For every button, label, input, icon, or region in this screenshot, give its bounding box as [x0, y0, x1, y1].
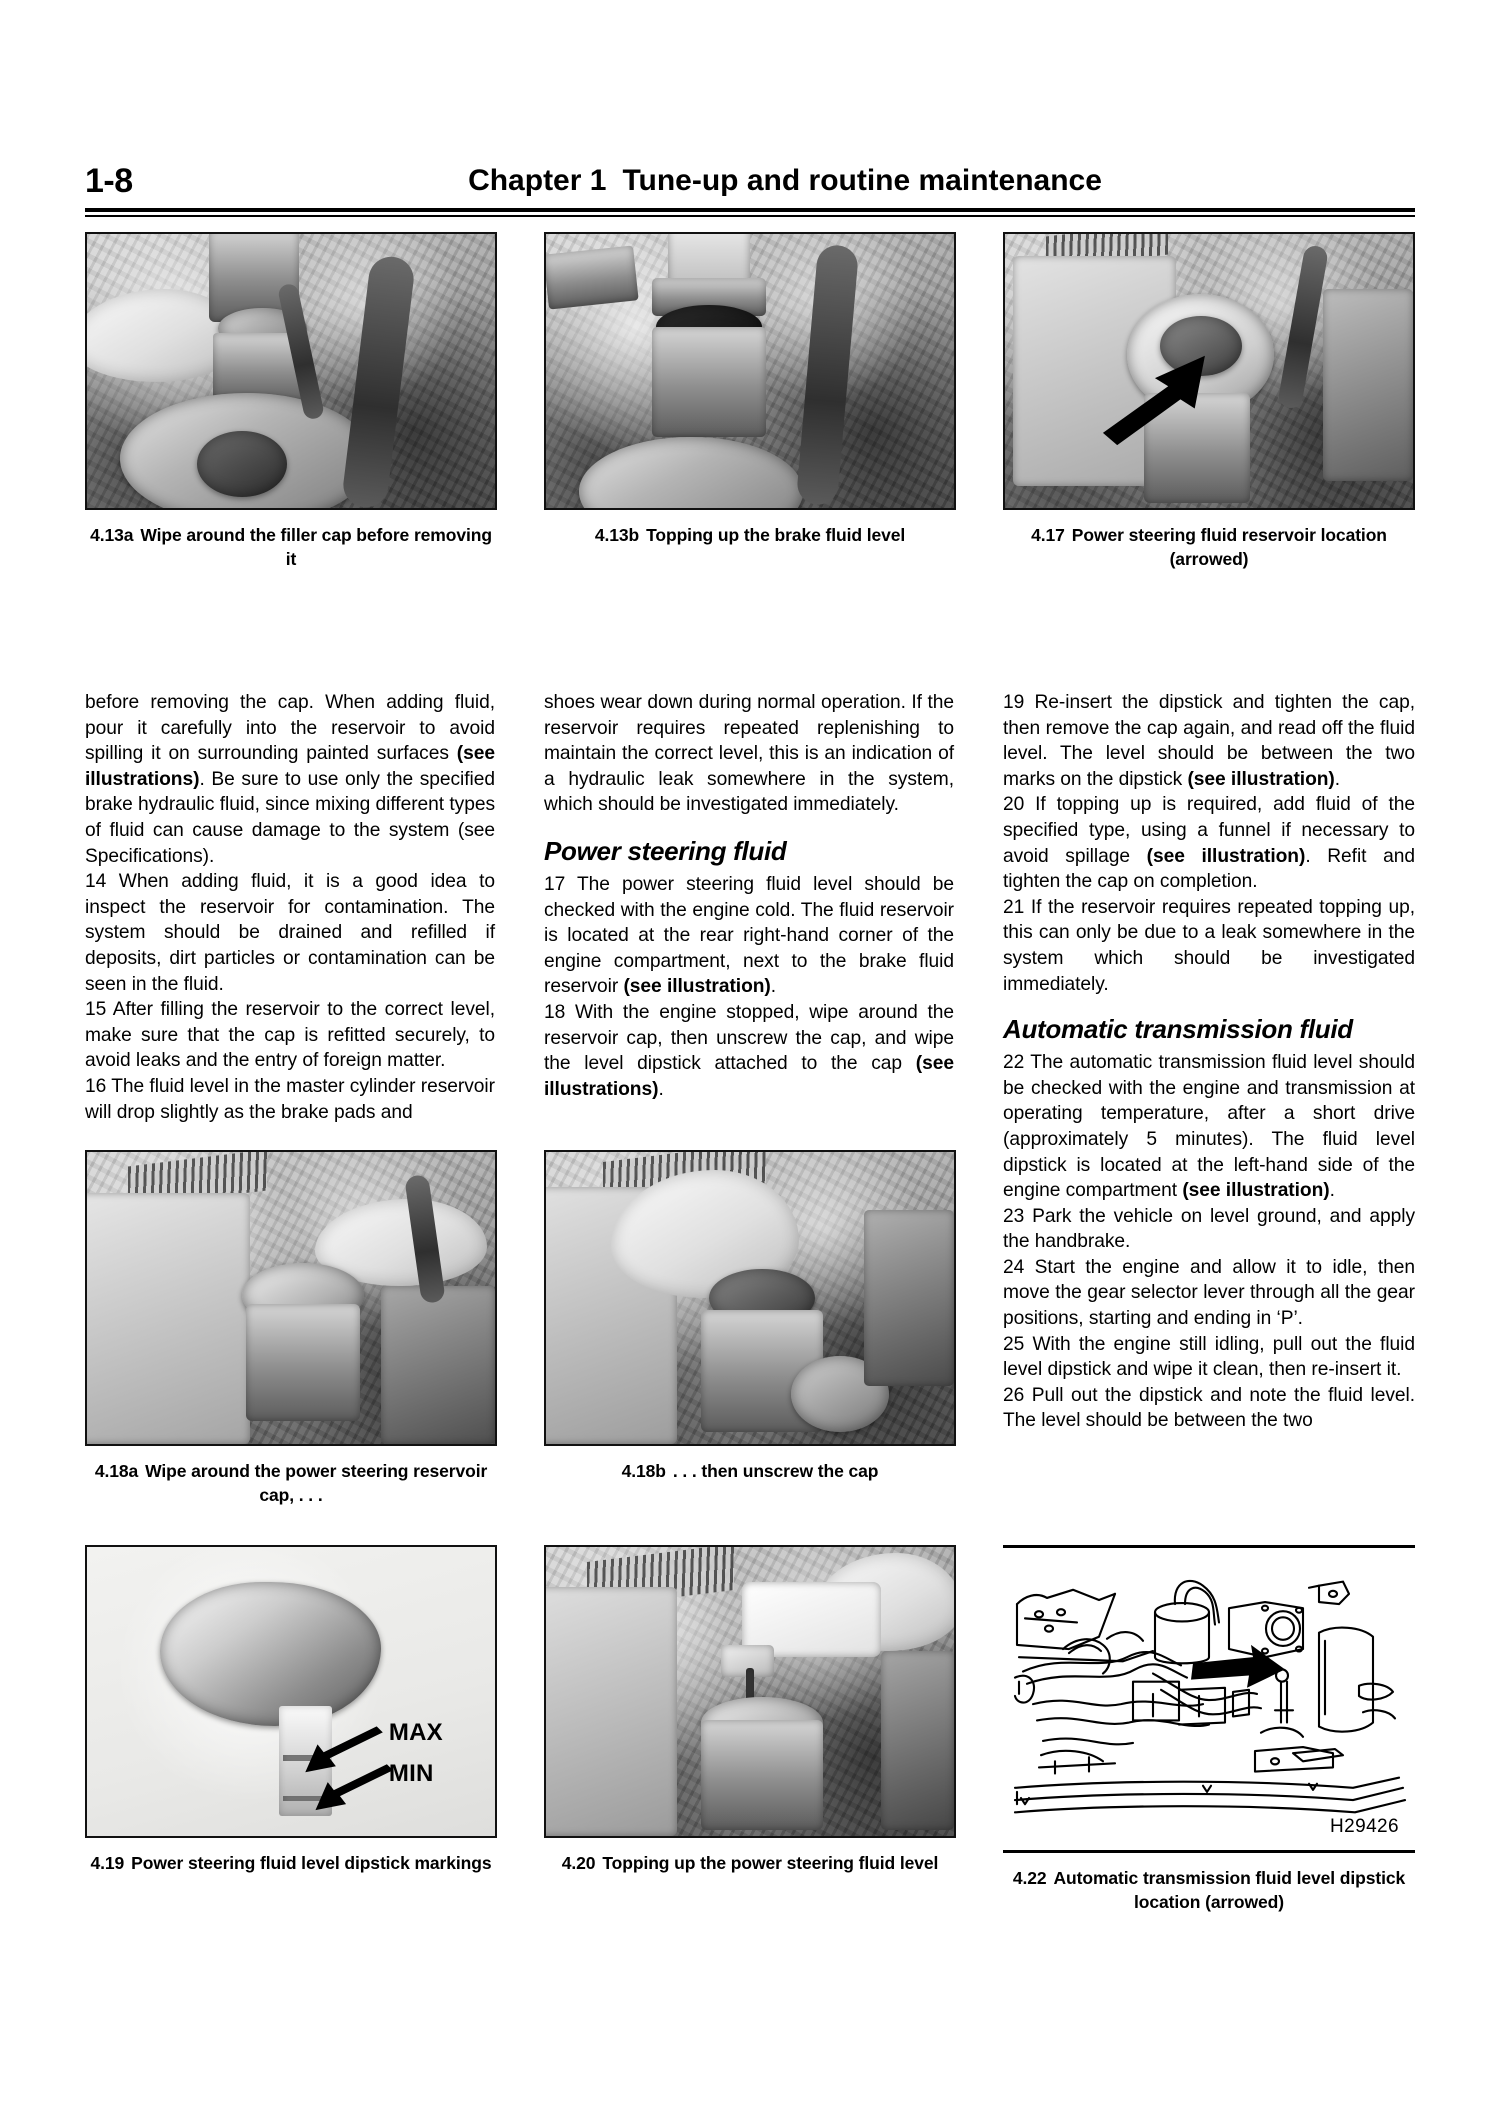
engine-bay-photo: [546, 234, 954, 508]
header-rule: [85, 208, 1415, 217]
figure-4-13a: [85, 232, 497, 571]
paragraph-25: 25 With the engine still idling, pull out the fluid level dipstick and wipe it clean, then re-insert it.: [1003, 1333, 1415, 1381]
p20-lead: 20 If topping up is required, add fluid of the specified type, using a funnel if necessary to avoid spillage: [1003, 794, 1415, 867]
figure-4-13a-image: [85, 232, 497, 510]
engine-bay-photo: [1005, 234, 1413, 508]
p18-see-illustrations: (see illustrations): [544, 1053, 954, 1100]
figure-number: 4.13a: [90, 525, 134, 545]
figure-4-13b-image: [544, 232, 956, 510]
figure-4-22-image: [1003, 1551, 1415, 1844]
p22-lead: 22 The automatic transmission fluid level should be checked with the engine and transmission at operating temperature, after a short drive (approximately 5 minutes). The fluid level dipstick is located at the left-hand side of the engine compartment: [1003, 1052, 1415, 1202]
figure-4-19: [85, 1545, 497, 1875]
strut-nut: [197, 431, 287, 497]
section-heading-automatic-transmission-fluid: Automatic transmission fluid: [1003, 1014, 1353, 1045]
figure-caption-text: Automatic transmission fluid level dipstick location (arrowed): [1053, 1868, 1406, 1912]
figure-number: 4.18a: [94, 1461, 139, 1481]
figure-number: 4.22: [1012, 1868, 1047, 1888]
p17-tail: .: [770, 976, 777, 998]
figure-4-13b-caption: [544, 523, 956, 547]
figure-4-17-caption: [1003, 523, 1415, 571]
figure-4-19-image: [85, 1545, 497, 1838]
engine-bay-photo: [87, 1152, 495, 1444]
air-intake-hose: [796, 244, 859, 507]
p19-tail: .: [1334, 768, 1341, 790]
page-title: [85, 160, 1415, 202]
line-drawing-svg: [1003, 1551, 1415, 1844]
figure-4-18b-caption: [544, 1459, 956, 1483]
front-panel: [544, 1587, 677, 1836]
chapter-label: Chapter 1: [468, 164, 607, 197]
chapter-title: Tune-up and routine maintenance: [622, 164, 1102, 197]
figure-caption-text: Wipe around the filler cap before removing it: [140, 525, 492, 569]
engine-components: [864, 1210, 954, 1385]
master-cylinder-reservoir: [652, 327, 766, 437]
body-column-1: [85, 690, 495, 1125]
p13-tail: . Be sure to use only the specified brake hydraulic fluid, since mixing different types of fluid can cause damage to the system (see Specifications).: [85, 768, 495, 867]
p20-tail: . Refit and tighten the cap on completion.: [1003, 845, 1415, 893]
figure-4-20-image: [544, 1545, 956, 1838]
pointer-arrow-icon: [1005, 234, 1413, 508]
drawing-reference-code: H29426: [1330, 1816, 1399, 1837]
page-header: [85, 160, 1415, 206]
figure-4-17: [1003, 232, 1415, 571]
p17-lead: 17 The power steering fluid level should be checked with the engine cold. The fluid reservoir is located at the rear right-hand corner of the engine compartment, next to the brake fluid reservoir: [544, 873, 954, 998]
dipstick-photo: [87, 1547, 495, 1836]
figure-number: 4.18b: [621, 1461, 666, 1481]
engine-bay-photo: [546, 1152, 954, 1444]
figure-caption-text: . . . then unscrew the cap: [672, 1461, 879, 1481]
paragraph-14: 14 When adding fluid, it is a good idea to inspect the reservoir for contamination. The system should be drained and refilled if deposits, dirt particles or contamination can be seen in the fluid.: [85, 871, 495, 995]
figure-number: 4.17: [1031, 525, 1065, 545]
strut-top-mount: [579, 437, 803, 510]
engine-components: [881, 1651, 954, 1830]
reservoir-body: [246, 1304, 360, 1421]
paragraph-13-continued: [85, 690, 495, 869]
body-column-2: [544, 690, 954, 1102]
paragraph-19: [1003, 690, 1415, 792]
p18-tail: .: [658, 1078, 664, 1100]
paragraph-21: 21 If the reservoir requires repeated topping up, this can only be due to a leak somewhere in the system which should be investigated immediately.: [1003, 896, 1415, 995]
figure-4-18a: [85, 1150, 497, 1507]
figure-4-17-image: [1003, 232, 1415, 510]
figure-row-middle: [85, 1150, 1415, 1505]
engine-components: [381, 1286, 495, 1444]
callout-max-label: MAX: [388, 1719, 443, 1747]
bracket: [544, 246, 638, 310]
figure-4-20: [544, 1545, 956, 1875]
figure-4-13b: [544, 232, 956, 547]
figure-number: 4.19: [90, 1853, 125, 1873]
paragraph-20: [1003, 792, 1415, 894]
engine-bay-photo: [87, 234, 495, 508]
paragraph-15: 15 After filling the reservoir to the correct level, make sure that the cap is refitted securely, to avoid leaks and the entry of foreign matter.: [85, 999, 495, 1072]
p19-see-illustration: (see illustration): [1187, 768, 1335, 790]
p13-see-illustrations: (see illustrations): [85, 743, 496, 790]
figure-4-18a-image: [85, 1150, 497, 1446]
air-intake-hose: [341, 254, 416, 510]
p18-lead: 18 With the engine stopped, wipe around the reservoir cap, then unscrew the cap, and wipe the level dipstick attached to the cap: [544, 1001, 954, 1075]
p13-lead: before removing the cap. When adding fluid, pour it carefully into the reservoir to avoid spilling it on surrounding painted surfaces: [85, 692, 495, 765]
paragraph-16-continued: shoes wear down during normal operation. If the reservoir requires repeated replenishing to maintain the correct level, this is an indication of a hydraulic leak somewhere in the system, which should be investigated immediately.: [544, 692, 954, 816]
figure-4-22-top-rule: [1003, 1545, 1415, 1548]
paragraph-23: 23 Park the vehicle on level ground, and apply the handbrake.: [1003, 1205, 1415, 1253]
callout-min-label: MIN: [388, 1759, 434, 1787]
figure-caption-text: Wipe around the power steering reservoir cap, . . .: [145, 1461, 488, 1505]
figure-caption-text: Power steering fluid level dipstick markings: [131, 1853, 492, 1873]
figure-number: 4.13b: [594, 525, 640, 545]
figure-caption-text: Power steering fluid reservoir location (arrowed): [1071, 525, 1387, 569]
figure-4-18b: [544, 1150, 956, 1483]
p20-see-illustration: (see illustration): [1146, 845, 1306, 867]
figure-4-18a-caption: [85, 1459, 497, 1507]
figure-4-13a-caption: [85, 523, 497, 571]
engine-bay-line-drawing: [1003, 1551, 1415, 1844]
figure-4-22: [1003, 1545, 1415, 1914]
p17-see-illustration: (see illustration): [623, 976, 771, 998]
paragraph-17: [544, 872, 954, 1000]
figure-4-22-bottom-rule: [1003, 1850, 1415, 1853]
engine-bay-photo: [546, 1547, 954, 1836]
figure-4-19-caption: [85, 1851, 497, 1875]
figure-4-20-caption: [544, 1851, 956, 1875]
page-number: 1-8: [85, 162, 133, 200]
figure-row-top: [85, 232, 1415, 569]
paragraph-24: 24 Start the engine and allow it to idle, then move the gear selector lever through all the gear positions, starting and ending in ‘P’.: [1003, 1256, 1415, 1330]
section-heading-power-steering-fluid: Power steering fluid: [544, 835, 787, 866]
paragraph-18: [544, 1000, 954, 1102]
figure-4-18b-image: [544, 1150, 956, 1446]
front-panel: [85, 1193, 250, 1444]
figure-caption-text: Topping up the power steering fluid level: [602, 1853, 939, 1873]
reservoir-body: [701, 1720, 823, 1830]
max-min-arrows-icon: [87, 1547, 495, 1836]
p22-see-illustration: (see illustration): [1182, 1180, 1330, 1202]
figure-4-22-caption: [1003, 1866, 1415, 1914]
figure-caption-text: Topping up the brake fluid level: [646, 525, 906, 545]
paragraph-16: 16 The fluid level in the master cylinder reservoir will drop slightly as the brake pads and: [85, 1075, 495, 1123]
p22-tail: .: [1329, 1180, 1335, 1202]
figure-row-bottom: [85, 1545, 1415, 1945]
p19-lead: 19 Re-insert the dipstick and tighten the cap, then remove the cap again, and read off the fluid level. The level should be between the two marks on the dipstick: [1003, 692, 1415, 790]
figure-number: 4.20: [561, 1853, 596, 1873]
paragraph-26: 26 Pull out the dipstick and note the fluid level. The level should be between the two: [1003, 1384, 1415, 1432]
